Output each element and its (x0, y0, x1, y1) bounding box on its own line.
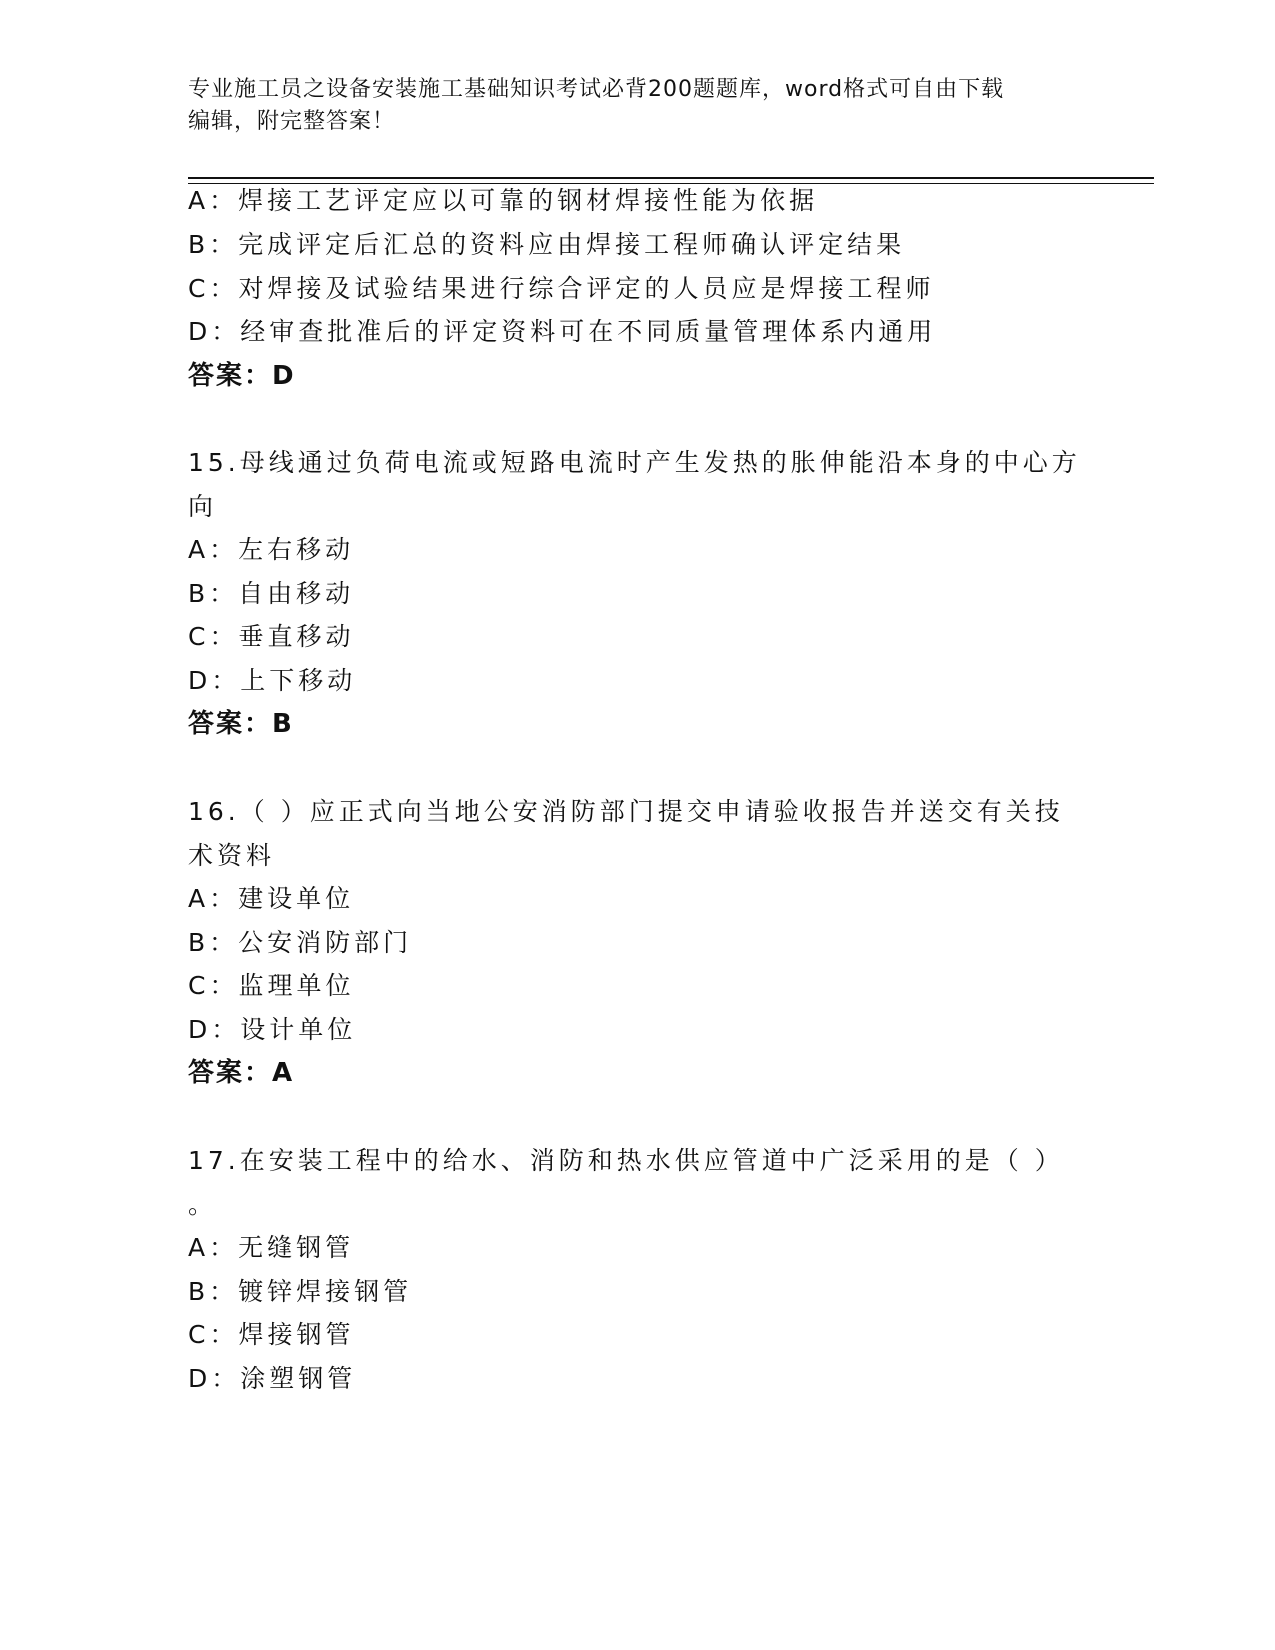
q14-option-a: A：焊接工艺评定应以可靠的钢材焊接性能为依据 (188, 186, 819, 215)
header-rule-thin (188, 183, 1154, 184)
q16-stem-line-1: 16.（ ）应正式向当地公安消防部门提交申请验收报告并送交有关技 (188, 797, 1064, 826)
q16-option-c: C：监理单位 (188, 971, 355, 1000)
q17-option-b: B：镀锌焊接钢管 (188, 1277, 413, 1306)
q14-option-c: C：对焊接及试验结果进行综合评定的人员应是焊接工程师 (188, 274, 935, 303)
q15-option-d: D：上下移动 (188, 666, 357, 695)
header-title-line-2: 编辑，附完整答案！ (188, 109, 396, 134)
q17-option-d: D：涂塑钢管 (188, 1364, 357, 1393)
q15-option-b: B：自由移动 (188, 579, 355, 608)
header-rule-thick (188, 177, 1154, 179)
q15-stem-line-1: 15.母线通过负荷电流或短路电流时产生发热的胀伸能沿本身的中心方 (188, 448, 1081, 477)
q16-option-a: A：建设单位 (188, 884, 355, 913)
q15-option-c: C：垂直移动 (188, 622, 355, 651)
q17-stem-line-2: 。 (188, 1190, 218, 1219)
q17-stem-line-1: 17.在安装工程中的给水、消防和热水供应管道中广泛采用的是（ ） (188, 1146, 1064, 1175)
q16-stem-line-2: 术资料 (188, 841, 276, 870)
q16-answer: 答案：A (188, 1058, 295, 1088)
q14-answer: 答案：D (188, 361, 296, 391)
q14-option-b: B：完成评定后汇总的资料应由焊接工程师确认评定结果 (188, 230, 906, 259)
q15-answer: 答案：B (188, 709, 294, 739)
q17-option-a: A：无缝钢管 (188, 1233, 355, 1262)
q16-option-b: B：公安消防部门 (188, 928, 413, 957)
document-header (188, 74, 1068, 138)
q14-option-d: D：经审查批准后的评定资料可在不同质量管理体系内通用 (188, 317, 937, 346)
header-title-line-1: 专业施工员之设备安装施工基础知识考试必背200题题库，word格式可自由下载 (188, 77, 1005, 102)
q15-stem-line-2: 向 (188, 492, 218, 521)
q16-option-d: D：设计单位 (188, 1015, 357, 1044)
q17-option-c: C：焊接钢管 (188, 1320, 355, 1349)
q15-option-a: A：左右移动 (188, 535, 355, 564)
